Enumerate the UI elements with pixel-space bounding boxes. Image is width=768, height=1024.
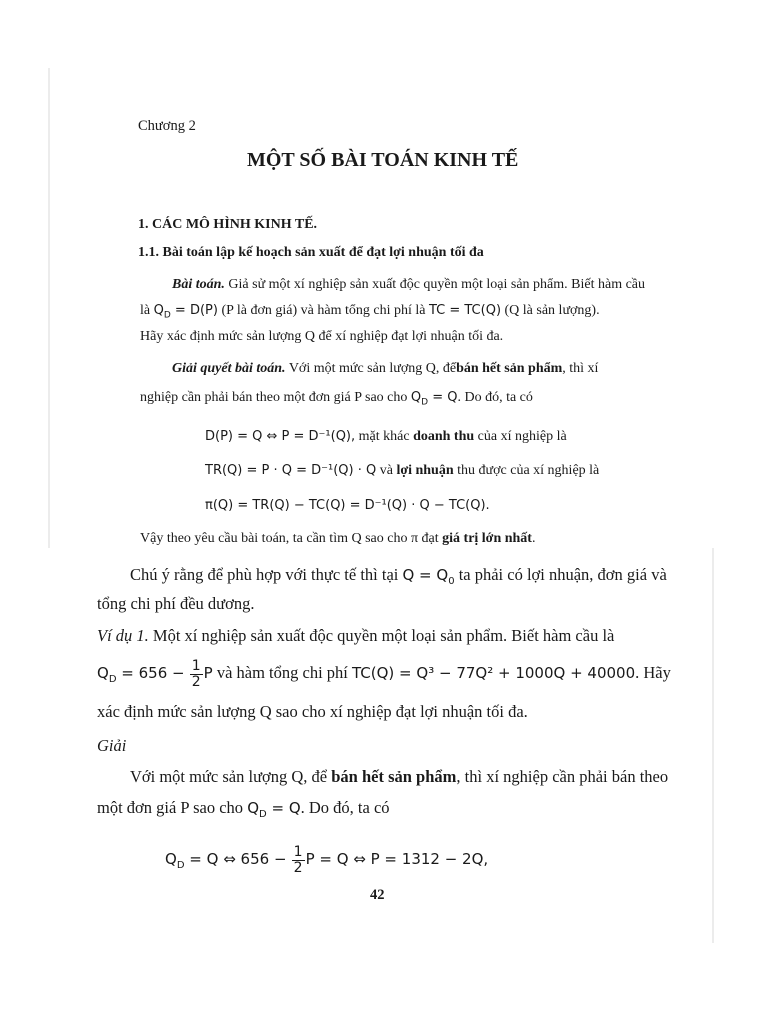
demand-p: P: [203, 664, 213, 682]
example-line-3: xác định mức sản lượng Q sao cho xí nghiệp đạt lợi nhuận tối đa.: [97, 702, 528, 721]
page-number: 42: [370, 887, 385, 903]
qd-subscript: D: [163, 310, 171, 321]
sell-all-bold-2: bán hết sản phẩm: [331, 767, 457, 786]
qd-symbol-4: Q: [247, 799, 259, 817]
solution-line-2: [140, 389, 533, 412]
section-heading: 1. CÁC MÔ HÌNH KINH TẾ.: [138, 217, 318, 232]
answer-equation: [165, 840, 488, 885]
qd-symbol-3: Q: [97, 664, 109, 682]
q-equals-q0: Q = Q: [402, 566, 449, 584]
left-edge-line: [48, 68, 50, 548]
demand-function: = D(P): [174, 303, 218, 318]
answer-l2-a: một đơn giá P sao cho: [97, 798, 244, 817]
concl-a: Vậy theo yêu cầu bài toán, ta cần tìm Q sao cho π đạt: [140, 531, 439, 546]
subsection-heading: 1.1. Bài toán lập kế hoạch sản xuất để đạt lợi nhuận tối đa: [138, 245, 484, 260]
eq1-math: D(P) = Q ⇔ P = D⁻¹(Q),: [205, 429, 356, 444]
answer-line-2: [97, 798, 390, 825]
sell-all-bold: bán hết sản phẩm: [456, 361, 563, 376]
cost-function: TC = TC(Q): [428, 303, 502, 318]
right-edge-line: [712, 548, 714, 943]
equation-1: [205, 428, 567, 446]
solution-line-1: [172, 360, 598, 378]
max-value-bold: giá trị lớn nhất: [442, 531, 532, 546]
note-l1-b: ta phải có lợi nhuận, đơn giá và: [458, 565, 667, 584]
eq3-math: π(Q) = TR(Q) − TC(Q) = D⁻¹(Q) · Q − TC(Q).: [205, 498, 490, 513]
note-l1-a: Chú ý rằng để phù hợp với thực tế thì tại: [130, 565, 399, 584]
solution-l2-b: . Do đó, ta có: [457, 390, 533, 405]
answer-l2-b: . Do đó, ta có: [300, 798, 390, 817]
equation-2: [205, 462, 599, 480]
example-l2-b: . Hãy: [635, 663, 671, 682]
concl-b: .: [531, 531, 536, 546]
example-label: Ví dụ 1.: [97, 626, 149, 645]
conclusion-line: [140, 530, 535, 548]
qd-symbol-5: Q: [165, 850, 177, 868]
eq2-math: TR(Q) = P · Q = D⁻¹(Q) · Q: [205, 463, 377, 478]
qd-subscript-2: D: [421, 397, 429, 408]
qd-subscript-5: D: [176, 860, 185, 871]
chapter-label: Chương 2: [138, 118, 196, 134]
problem-line-2: [140, 302, 600, 325]
answer-label: Giải: [97, 736, 127, 755]
eq1-b: của xí nghiệp là: [477, 429, 567, 444]
answer-line-1: [130, 767, 668, 787]
eq2-b: thu được của xí nghiệp là: [457, 463, 600, 478]
fraction-half-2: [292, 845, 305, 876]
problem-label: Bài toán.: [172, 277, 225, 292]
note-line-1: [130, 565, 667, 592]
solution-l1-b: , thì xí: [562, 361, 599, 376]
eq2-a: và: [379, 463, 393, 478]
fraction-denominator-2: 2: [293, 859, 303, 876]
qd-subscript-4: D: [259, 809, 267, 820]
revenue-bold: doanh thu: [413, 429, 475, 444]
problem-text: Giả sử một xí nghiệp sản xuất độc quyền một loại sản phẩm. Biết hàm cầu: [228, 277, 646, 292]
qd-subscript-3: D: [108, 674, 117, 685]
solution-l2-a: nghiệp cần phải bán theo một đơn giá P sao cho: [140, 390, 408, 405]
answer-eq-right: P = Q ⇔ P = 1312 − 2Q,: [305, 850, 489, 868]
answer-eq-left: = Q ⇔ 656 −: [189, 850, 287, 868]
answer-l1-a: Với một mức sản lượng Q, để: [130, 767, 328, 786]
qd-equals-q: = Q: [432, 390, 458, 405]
fraction-denominator: 2: [191, 673, 201, 690]
problem-l2-c: (Q là sản lượng).: [504, 303, 600, 318]
answer-l1-b: , thì xí nghiệp cần phải bán theo: [456, 767, 669, 786]
example-l1: Một xí nghiệp sản xuất độc quyền một loại sản phẩm. Biết hàm cầu là: [152, 626, 615, 645]
qd-symbol: Q: [153, 303, 164, 318]
eq1-a: mặt khác: [358, 429, 410, 444]
solution-label: Giải quyết bài toán.: [172, 361, 286, 376]
note-line-2: tổng chi phí đều dương.: [97, 594, 255, 613]
example-l2-a: và hàm tổng chi phí: [216, 663, 348, 682]
example-line-1: [97, 626, 614, 646]
fraction-half: [190, 659, 203, 690]
example-line-2: [97, 656, 671, 697]
qd-equals-q-2: = Q: [271, 799, 301, 817]
profit-bold: lợi nhuận: [396, 463, 454, 478]
demand-expression: = 656 −: [121, 664, 185, 682]
problem-l2-a: là: [140, 303, 151, 318]
problem-line-3: Hãy xác định mức sản lượng Q để xí nghiệp đạt lợi nhuận tối đa.: [140, 329, 504, 344]
qd-symbol-2: Q: [410, 390, 422, 405]
equation-3: [205, 497, 490, 515]
fraction-numerator: 1: [191, 657, 201, 674]
q0-subscript: 0: [448, 576, 455, 587]
total-cost-expression: TC(Q) = Q³ − 77Q² + 1000Q + 40000: [352, 664, 636, 682]
chapter-title: MỘT SỐ BÀI TOÁN KINH TẾ: [247, 149, 519, 171]
fraction-numerator-2: 1: [293, 843, 303, 860]
solution-l1-a: Với một mức sản lượng Q, để: [288, 361, 457, 376]
problem-l2-b: (P là đơn giá) và hàm tổng chi phí là: [221, 303, 426, 318]
problem-line-1: [172, 276, 645, 294]
